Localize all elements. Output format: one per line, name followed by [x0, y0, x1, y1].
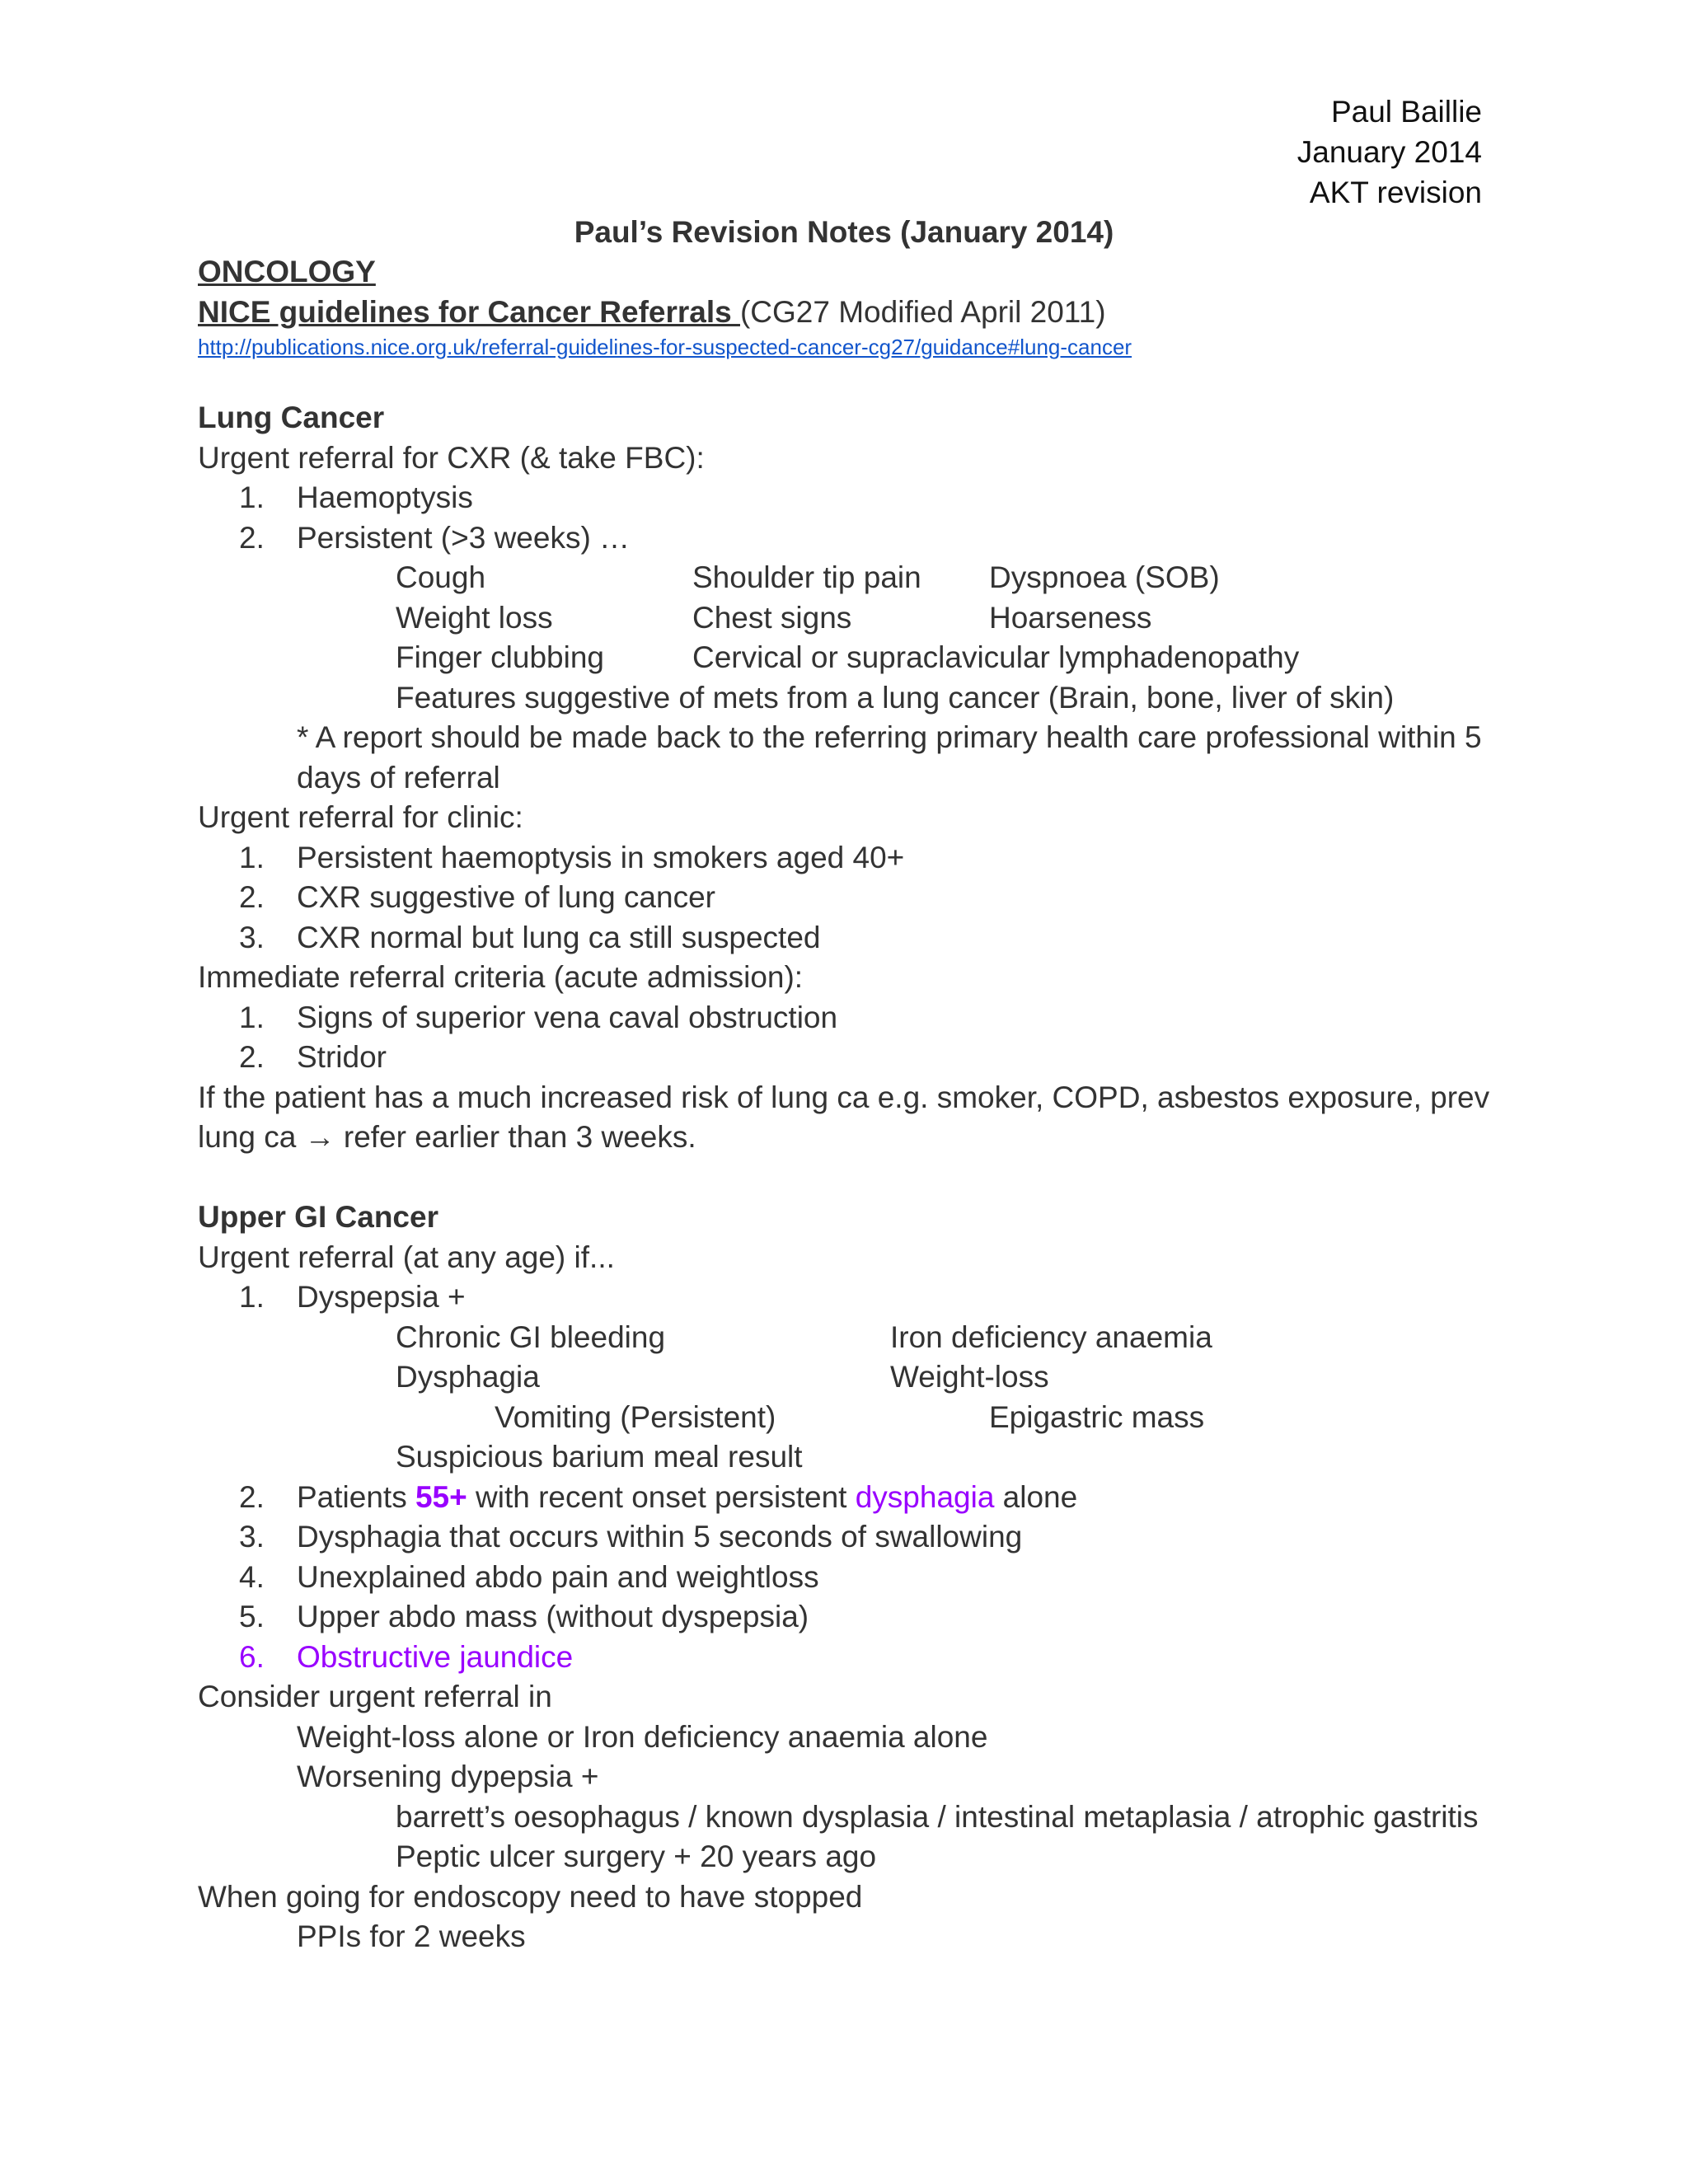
symptom-row: Cough Shoulder tip pain Dyspnoea (SOB) — [396, 560, 1220, 594]
consider-subitem: barrett’s oesophagus / known dysplasia / intestinal metaplasia / atrophic gastritis — [396, 1799, 1479, 1834]
list-item: 2. CXR suggestive of lung cancer — [239, 880, 715, 914]
subject: AKT revision — [1309, 176, 1482, 209]
lung-cxr-intro: Urgent referral for CXR (& take FBC): — [198, 440, 705, 475]
guideline-link[interactable]: http://publications.nice.org.uk/referral-guidelines-for-suspected-cancer-cg27/guidance#lung-cancer — [198, 335, 1132, 359]
risk-note: lung ca → refer earlier than 3 weeks. — [198, 1120, 696, 1154]
endoscopy-item: PPIs for 2 weeks — [297, 1919, 526, 1953]
list-item: 2. Stridor — [239, 1040, 387, 1074]
age-highlight: 55+ — [415, 1479, 467, 1514]
dyspepsia-row: Chronic GI bleeding Iron deficiency anaemia — [396, 1319, 1212, 1354]
header-block — [1297, 92, 1482, 213]
page-title: Paul’s Revision Notes (January 2014) — [574, 215, 1114, 249]
list-item: 3. CXR normal but lung ca still suspected — [239, 920, 821, 954]
lung-clinic-intro: Urgent referral for clinic: — [198, 800, 523, 834]
report-note: * A report should be made back to the referring primary health care professional within 5 — [297, 720, 1482, 754]
list-item: 6. Obstructive jaundice — [239, 1639, 574, 1674]
ugi-intro: Urgent referral (at any age) if... — [198, 1240, 615, 1274]
lung-heading: Lung Cancer — [198, 401, 385, 434]
list-item: 4. Unexplained abdo pain and weightloss — [239, 1559, 819, 1594]
spacer — [198, 367, 1517, 398]
dyspepsia-row: Suspicious barium meal result — [396, 1440, 803, 1474]
list-item: 1. Signs of superior vena caval obstruction — [239, 1000, 838, 1034]
symptom-row: Features suggestive of mets from a lung cancer (Brain, bone, liver of skin) — [396, 680, 1395, 715]
section-heading: ONCOLOGY — [198, 255, 376, 288]
ugi-heading: Upper GI Cancer — [198, 1200, 438, 1234]
dyspepsia-row: Dysphagia Weight-loss — [396, 1360, 1049, 1394]
list-item: 2. Persistent (>3 weeks) … — [239, 520, 631, 555]
consider-intro: Consider urgent referral in — [198, 1680, 552, 1713]
guideline-note: (CG27 Modified April 2011) — [739, 294, 1106, 329]
consider-item: Weight-loss alone or Iron deficiency anaemia alone — [297, 1719, 988, 1754]
guideline-title: NICE guidelines for Cancer Referrals — [198, 294, 740, 329]
dyspepsia-row: Vomiting (Persistent) Epigastric mass — [495, 1399, 1205, 1434]
notes-body — [198, 252, 1517, 1957]
consider-subitem: Peptic ulcer surgery + 20 years ago — [396, 1840, 877, 1873]
list-item: 2. Patients 55+ with recent onset persistent dysphagia alone — [239, 1479, 1078, 1514]
list-item: 1. Dyspepsia + — [239, 1280, 466, 1314]
date: January 2014 — [1296, 135, 1482, 169]
endoscopy-intro: When going for endoscopy need to have stopped — [198, 1879, 863, 1914]
guideline-line — [198, 293, 1517, 333]
risk-note: If the patient has a much increased risk of lung ca e.g. smoker, COPD, asbestos exposure, prev — [198, 1080, 1490, 1114]
symptom-row: Finger clubbing Cervical or supraclavicular lymphadenopathy — [396, 640, 1300, 674]
list-item: 3. Dysphagia that occurs within 5 seconds of swallowing — [239, 1520, 1023, 1554]
consider-item: Worsening dypepsia + — [297, 1760, 599, 1793]
report-note: days of referral — [297, 760, 500, 794]
spacer — [198, 1158, 1517, 1198]
list-item: 1. Persistent haemoptysis in smokers aged 40+ — [239, 840, 905, 874]
list-item: 5. Upper abdo mass (without dyspepsia) — [239, 1600, 809, 1633]
author: Paul Baillie — [1330, 95, 1482, 129]
symptom-row: Weight loss Chest signs Hoarseness — [396, 600, 1152, 635]
list-item: 1. Haemoptysis — [239, 480, 473, 514]
lung-immediate-intro: Immediate referral criteria (acute admission): — [198, 960, 804, 994]
keyword-highlight: dysphagia — [855, 1479, 995, 1514]
